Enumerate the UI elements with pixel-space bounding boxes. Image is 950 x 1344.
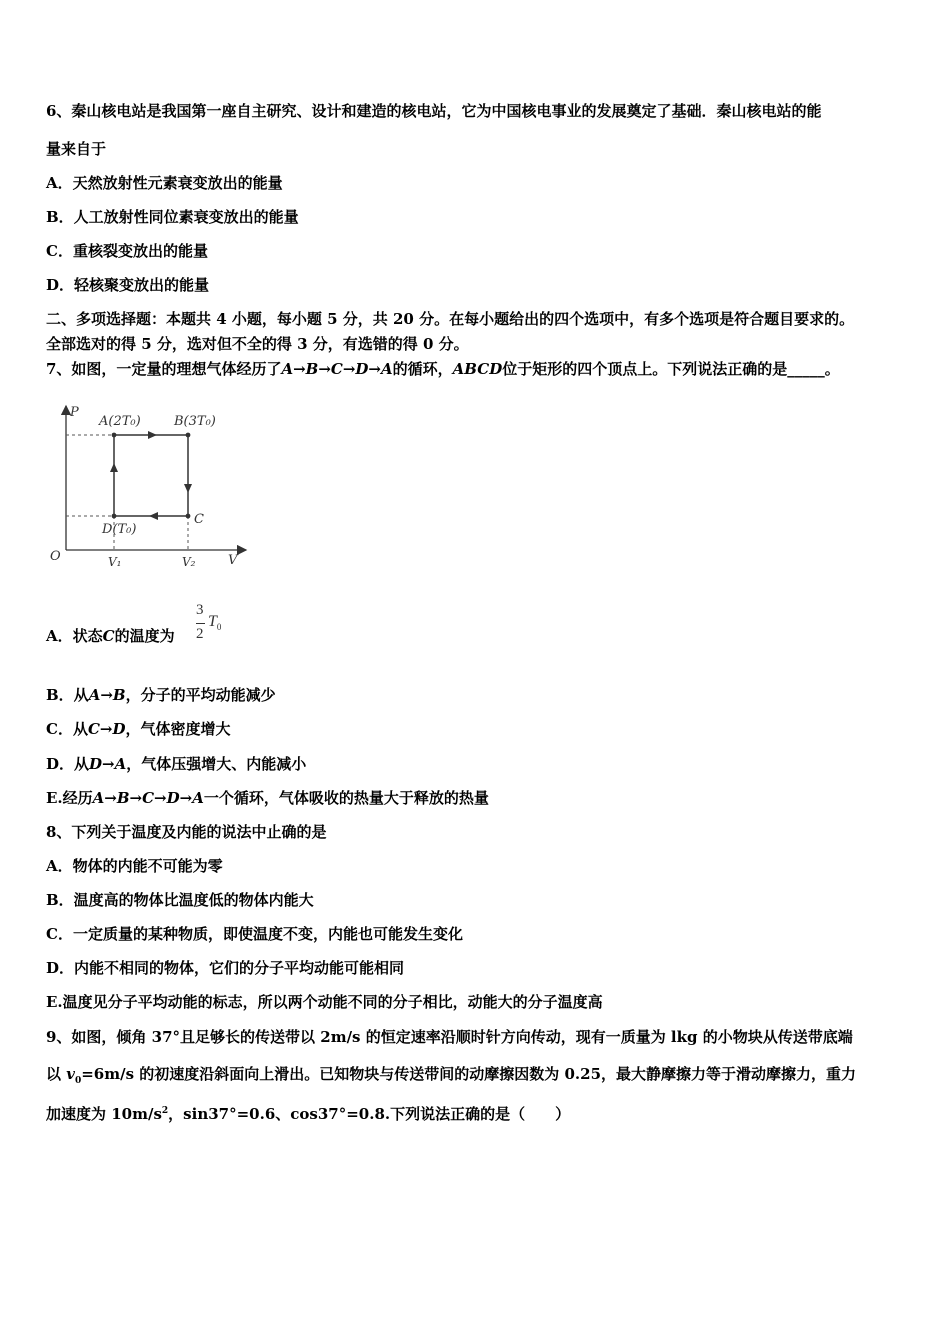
point-d <box>112 514 117 519</box>
point-c <box>186 514 191 519</box>
label-d: D(T₀) <box>102 522 137 537</box>
q7-option-c: C．从C→D，气体密度增大 <box>46 720 231 738</box>
q8-option-d: D．内能不相同的物体，它们的分子平均动能可能相同 <box>46 959 405 977</box>
q8-option-e: E.温度见分子平均动能的标志，所以两个动能不同的分子相比，动能大的分子温度高 <box>46 993 603 1011</box>
tick-v2: V₂ <box>182 555 196 569</box>
q9-line1: 9、如图，倾角 37°且足够长的传送带以 2m/s 的恒定速率沿顺时针方向传动，现有一质量为 lkg 的小物块从传送带底端 <box>46 1028 853 1046</box>
v-axis-label: V <box>228 553 238 568</box>
arrow-d-a <box>110 463 118 472</box>
arrow-c-d <box>149 512 158 520</box>
section2-line2: 全部选对的得 5 分，选对但不全的得 3 分，有选错的得 0 分。 <box>46 335 469 353</box>
point-b <box>186 433 191 438</box>
q7-abcd: ABCD <box>452 360 503 378</box>
q8-option-a: A．物体的内能不可能为零 <box>46 857 223 875</box>
pv-diagram <box>44 400 254 575</box>
arrow-b-c <box>184 484 192 493</box>
q7-cycle: A→B→C→D→A <box>281 360 393 378</box>
q6-option-d: D．轻核聚变放出的能量 <box>46 276 210 294</box>
q7-option-e: E.经历A→B→C→D→A一个循环，气体吸收的热量大于释放的热量 <box>46 789 489 807</box>
q7-stem: 7、如图，一定量的理想气体经历了A→B→C→D→A的循环，ABCD位于矩形的四个顶点上。下列说法正确的是_____。 <box>46 360 840 378</box>
q6-option-a: A．天然放射性元素衰变放出的能量 <box>46 174 283 192</box>
q7-option-a: A．状态C的温度为 <box>46 627 175 645</box>
point-a <box>112 433 117 438</box>
q6-option-c: C．重核裂变放出的能量 <box>46 242 208 260</box>
fraction-three-halves-t0: 3 2 $T_0$ <box>196 602 222 642</box>
label-a: A(2T₀) <box>99 414 141 429</box>
arrow-a-b <box>148 431 157 439</box>
q6-stem-line2: 量来自于 <box>46 140 107 158</box>
q8-option-b: B．温度高的物体比温度低的物体内能大 <box>46 891 314 909</box>
origin-label: O <box>50 549 61 564</box>
tick-v1: V₁ <box>108 555 122 569</box>
q9-line2: 以 $v_0=6m/s$ 的初速度沿斜面向上滑出。已知物块与传送带间的动摩擦因数为 0.25，最大静摩擦力等于滑动摩擦力，重力 <box>46 1065 857 1086</box>
p-axis-label: P <box>70 405 79 420</box>
section2-line1: 二、多项选择题：本题共 4 小题，每小题 5 分，共 20 分。在每小题给出的四个选项中，有多个选项是符合题目要求的。 <box>46 310 855 328</box>
q6-stem-line1: 6、秦山核电站是我国第一座自主研究、设计和建造的核电站，它为中国核电事业的发展奠定了基础．秦山核电站的能 <box>46 102 822 120</box>
label-c: C <box>194 512 204 527</box>
q7-option-b: B．从A→B，分子的平均动能减少 <box>46 686 276 704</box>
label-b: B(3T₀) <box>174 414 216 429</box>
q8-stem: 8、下列关于温度及内能的说法中止确的是 <box>46 823 327 841</box>
q7-option-d: D．从D→A，气体压强增大、内能减小 <box>46 755 307 773</box>
q9-line3: 加速度为 $10m/s^2$，sin37°=0.6、cos37°=0.8.下列说法正确的是（ ） <box>46 1105 571 1123</box>
q6-option-b: B．人工放射性同位素衰变放出的能量 <box>46 208 299 226</box>
q8-option-c: C．一定质量的某种物质，即使温度不变，内能也可能发生变化 <box>46 925 463 943</box>
